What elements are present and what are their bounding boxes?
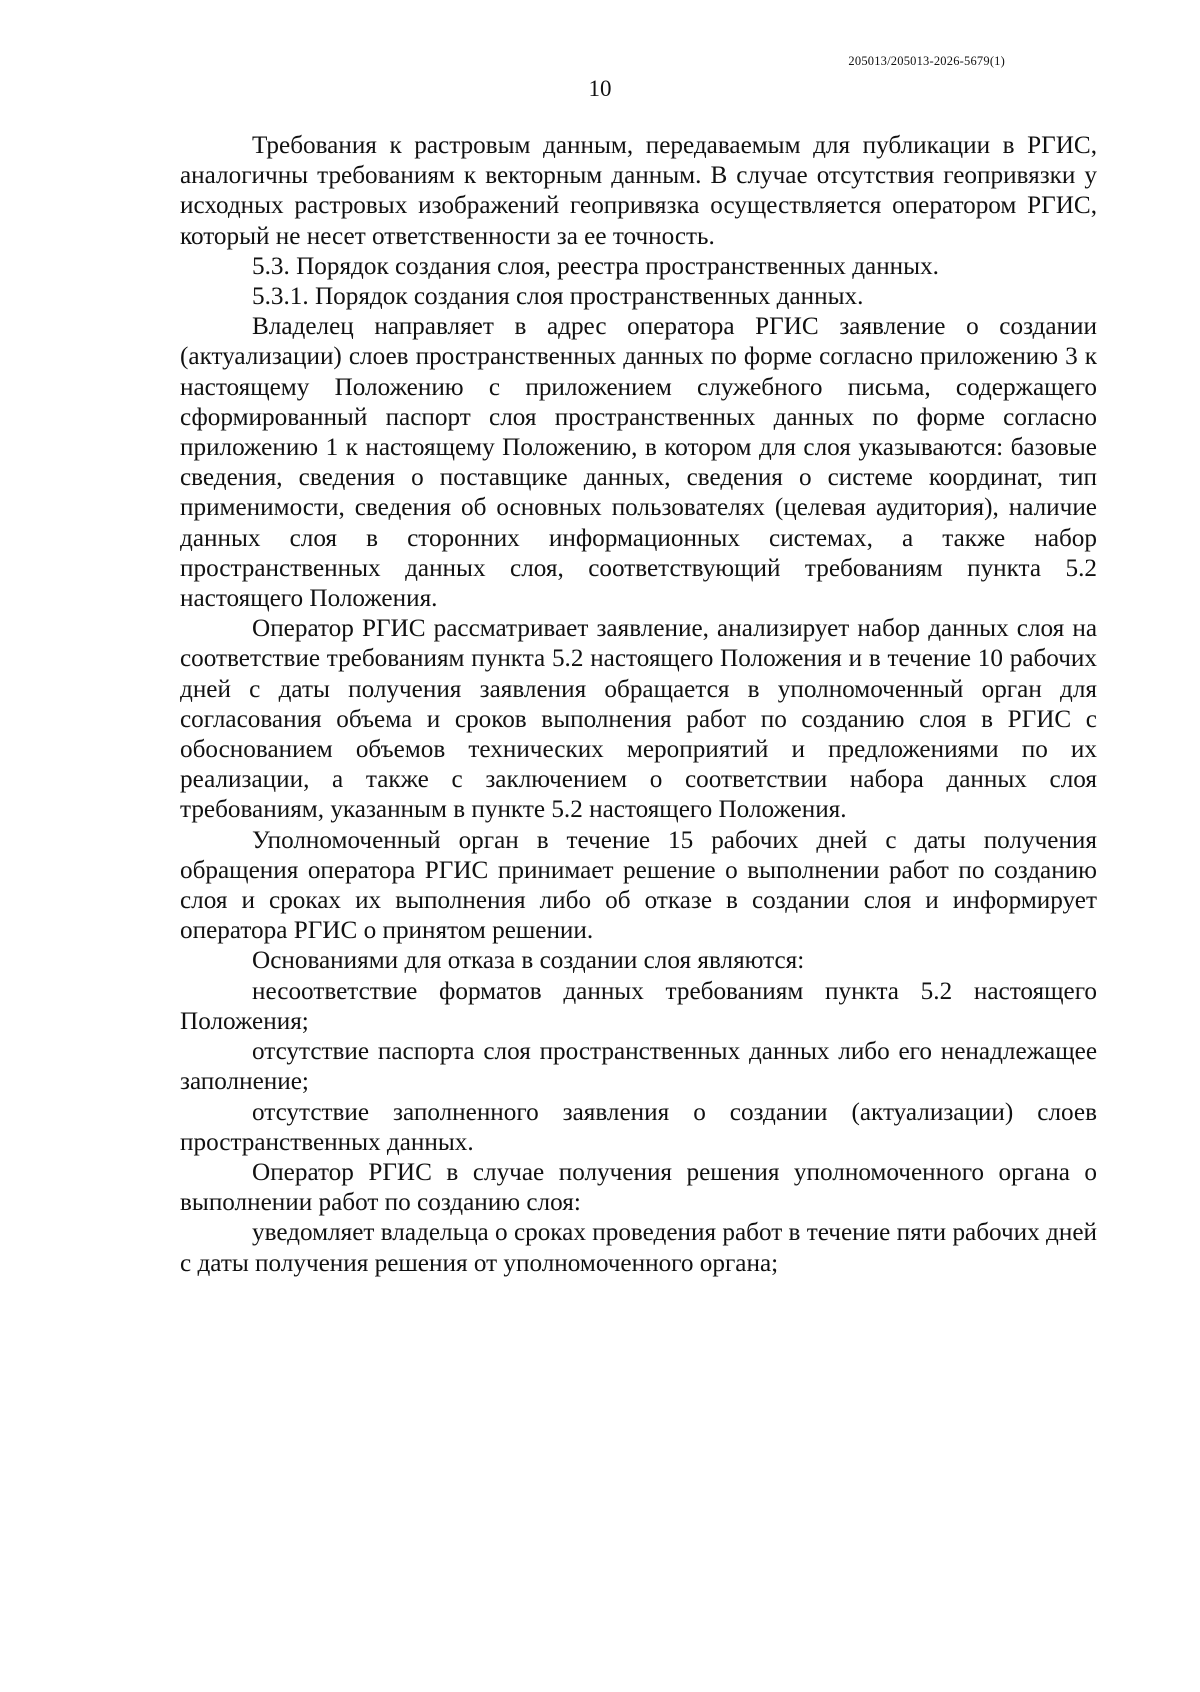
paragraph-owner-application: Владелец направляет в адрес оператора РГИС заявление о создании (актуализации) слоев пространственных данных по форме согласно приложению 3 к настоящему Положению с приложением служебного письма, содержащего сформированный паспорт слоя пространственных данных по форме согласно приложению 1 к настоящему Положению, в котором для слоя указываются: базовые сведения, сведения о поставщике данных, сведения о системе координат, тип применимости, сведения об основных пользователях (целевая аудитория), наличие данных слоя в сторонних информационных системах, а также набор пространственных данных слоя, соответствующий требованиям пункта 5.2 настоящего Положения. bbox=[180, 313, 1097, 613]
paragraph-refusal-grounds: Основаниями для отказа в создании слоя являются: bbox=[252, 947, 805, 975]
page-number: 10 bbox=[588, 76, 612, 101]
paragraph-raster-requirements: Требования к растровым данным, передаваемым для публикации в РГИС, аналогичны требованиям к векторным данным. В случае отсутствия геопривязки у исходных растровых изображений геопривязка осуществляется оператором РГИС, который не несет ответственности за ее точность. bbox=[180, 132, 1097, 250]
paragraph-operator-actions: Оператор РГИС в случае получения решения уполномоченного органа о выполнении работ по созданию слоя: bbox=[180, 1158, 1097, 1217]
paragraph-authority-decision: Уполномоченный орган в течение 15 рабочих дней с даты получения обращения оператора РГИС принимает решение о выполнении работ по созданию слоя и сроках их выполнения либо об отказе в создании слоя и информирует оператора РГИС о принятом решении. bbox=[180, 826, 1097, 945]
list-item-format-mismatch: несоответствие форматов данных требованиям пункта 5.2 настоящего Положения; bbox=[180, 977, 1097, 1035]
document-id: 205013/205013-2026-5679(1) bbox=[848, 54, 1005, 68]
list-item-missing-application: отсутствие заполненного заявления о создании (актуализации) слоев пространственных данных. bbox=[180, 1098, 1097, 1156]
paragraph-operator-review: Оператор РГИС рассматривает заявление, анализирует набор данных слоя на соответствие требованиям пункта 5.2 настоящего Положения и в течение 10 рабочих дней с даты получения заявления обращается в уполномоченный орган для согласования объема и сроков выполнения работ по созданию слоя в РГИС с обоснованием объемов технических мероприятий и предложениями по их реализации, а также с заключением о соответствии набора данных слоя требованиям, указанным в пункте 5.2 настоящего Положения. bbox=[180, 615, 1097, 824]
section-heading-5-3: 5.3. Порядок создания слоя, реестра пространственных данных. bbox=[252, 252, 939, 280]
list-item-notify-owner: уведомляет владельца о сроках проведения работ в течение пяти рабочих дней с даты получения решения от уполномоченного органа; bbox=[180, 1219, 1097, 1277]
document-body bbox=[180, 131, 1097, 1279]
list-item-missing-passport: отсутствие паспорта слоя пространственных данных либо его ненадлежащее заполнение; bbox=[180, 1038, 1097, 1096]
section-heading-5-3-1: 5.3.1. Порядок создания слоя пространственных данных. bbox=[252, 283, 864, 311]
